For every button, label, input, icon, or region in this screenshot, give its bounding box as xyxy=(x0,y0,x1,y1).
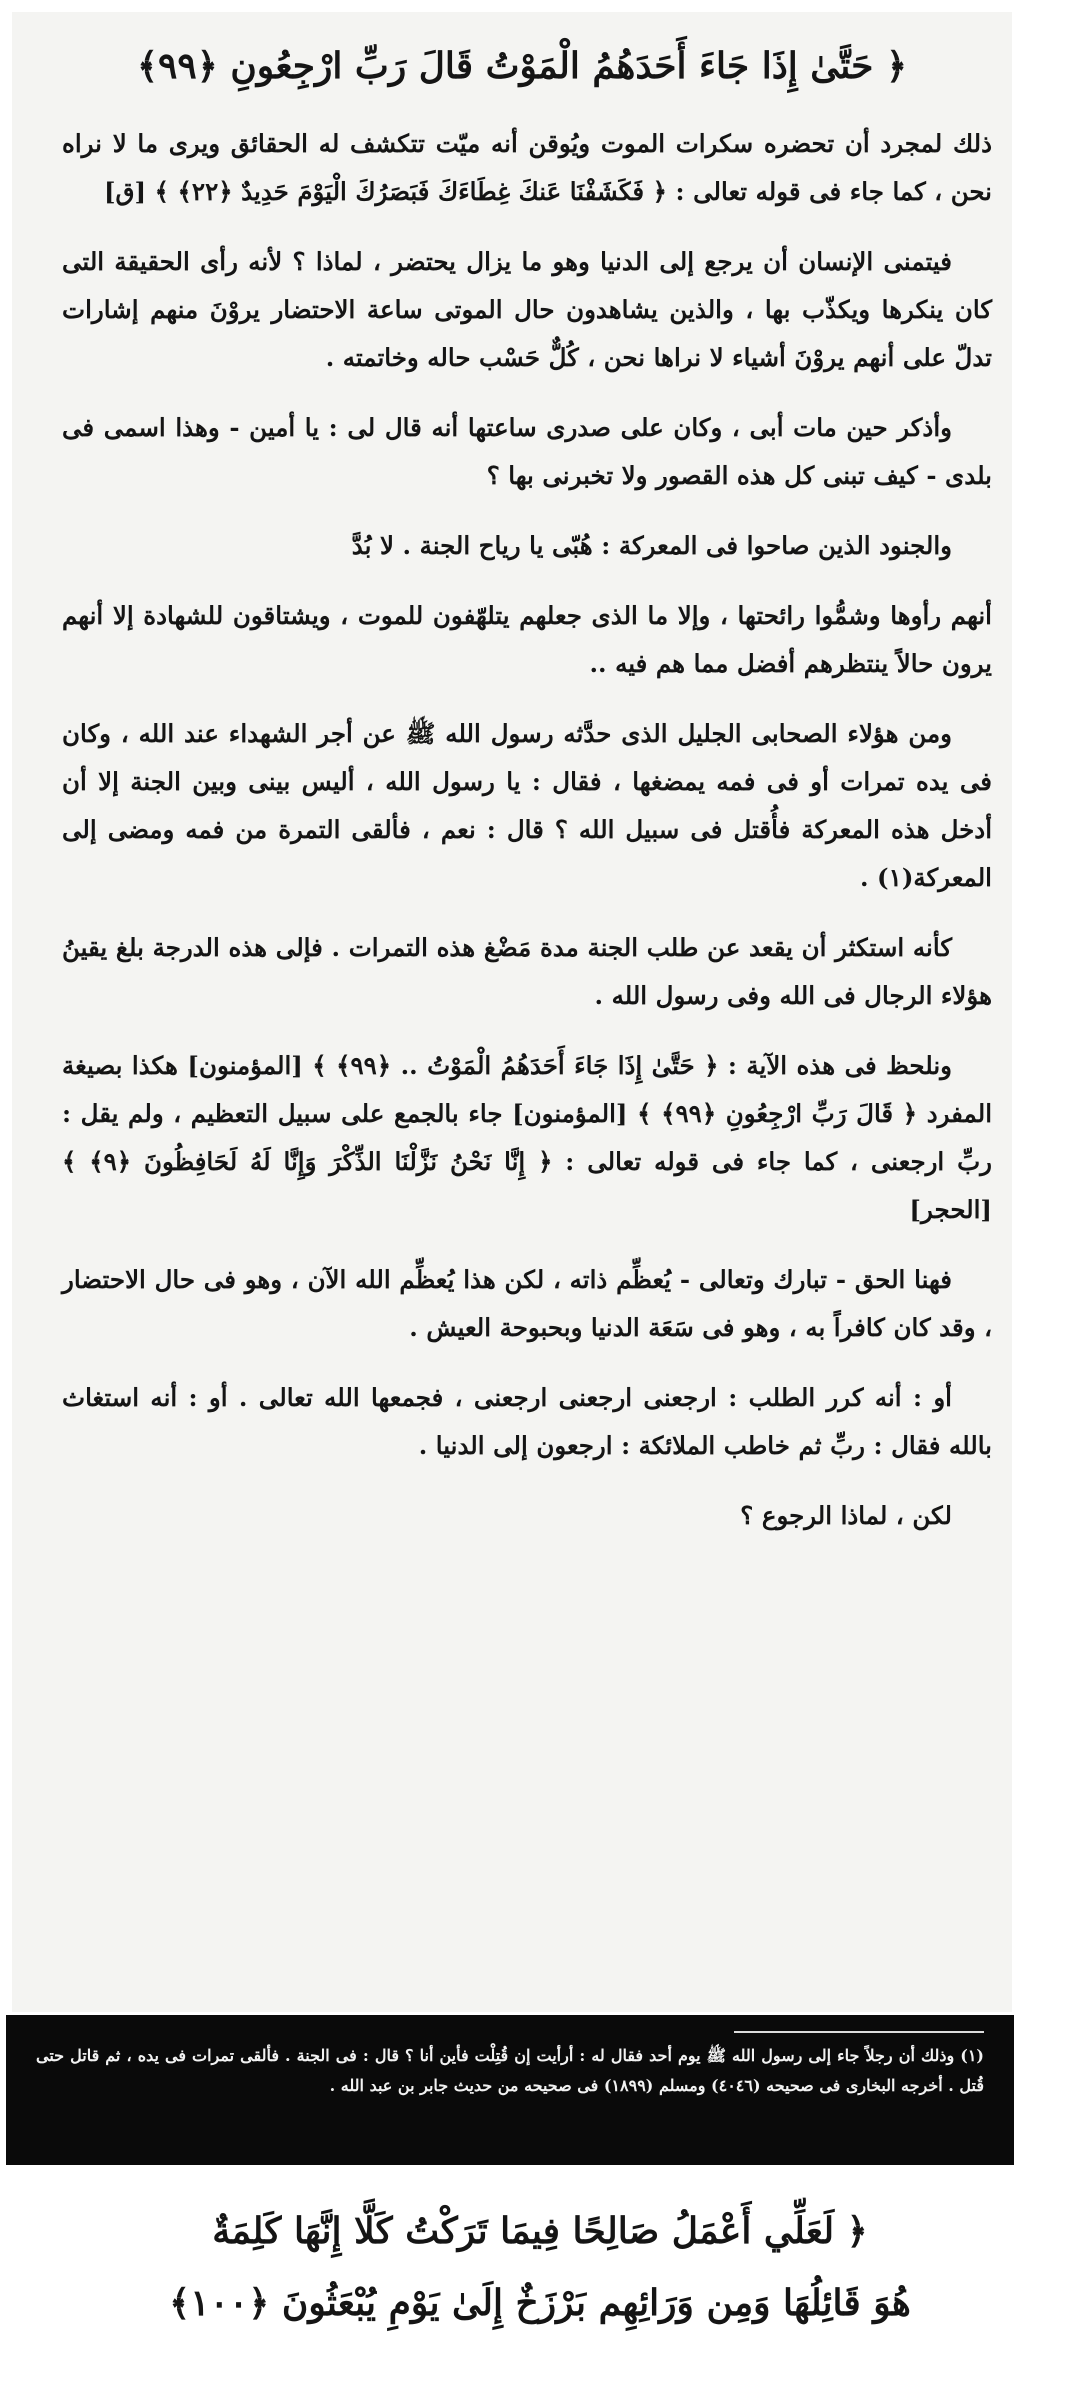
footnote-divider xyxy=(734,2031,984,2033)
scanned-page xyxy=(12,12,1012,2012)
paragraph: ذلك لمجرد أن تحضره سكرات الموت ويُوقن أنه ميّت تتكشف له الحقائق ويرى ما لا نراه نحن ، كما جاء فى قوله تعالى : ﴿ فَكَشَفْنَا عَنكَ غِطَاءَكَ فَبَصَرُكَ الْيَوْمَ حَدِيدٌ ﴿٢٢﴾ ﴾ [ق] xyxy=(62,129,992,206)
paragraph: فهنا الحق - تبارك وتعالى - يُعظِّم ذاته ، لكن هذا يُعظِّم الله الآن ، وهو فى حال الاحتضار ، وقد كان كافراً به ، وهو فى سَعَة الدنيا وبحبوحة العيش . xyxy=(62,1265,992,1342)
body-text xyxy=(62,120,992,1550)
paragraph: ونلحظ فى هذه الآية : ﴿ حَتَّىٰ إِذَا جَاءَ أَحَدَهُمُ الْمَوْتُ .. ﴿٩٩﴾ ﴾ [المؤمنون] هكذا بصيغة المفرد ﴿ قَالَ رَبِّ ارْجِعُونِ ﴿٩٩﴾ ﴾ [المؤمنون] جاء بالجمع على سبيل التعظيم ، ولم يقل : ربِّ ارجعنى ، كما جاء فى قوله تعالى : ﴿ إِنَّا نَحْنُ نَزَّلْنَا الذِّكْرَ وَإِنَّا لَهُ لَحَافِظُونَ ﴿٩﴾ ﴾ [الحجر] xyxy=(62,1051,992,1224)
header-verse: ﴿ حَتَّىٰ إِذَا جَاءَ أَحَدَهُمُ الْمَوْتُ قَالَ رَبِّ ارْجِعُونِ ﴿٩٩﴾ xyxy=(136,45,908,87)
footer-verse-line: ﴿ لَعَلِّي أَعْمَلُ صَالِحًا فِيمَا تَرَكْتُ كَلَّا إِنَّهَا كَلِمَةٌ xyxy=(212,2210,868,2252)
footer-verse xyxy=(130,2195,950,2375)
paragraph: والجنود الذين صاحوا فى المعركة : هُبّى يا رياح الجنة . لا بُدَّ xyxy=(351,531,952,560)
paragraph: وأذكر حين مات أبى ، وكان على صدرى ساعتها أنه قال لى : يا أمين - وهذا اسمى فى بلدى - كيف تبنى كل هذه القصور ولا تخبرنى بها ؟ xyxy=(62,413,992,490)
paragraph: ومن هؤلاء الصحابى الجليل الذى حدَّثه رسول الله ﷺ عن أجر الشهداء عند الله ، وكان فى يده تمرات أو فى فمه يمضغها ، فقال : يا رسول الله ، أليس بينى وبين الجنة إلا أن أدخل هذه المعركة فأُقتل فى سبيل الله ؟ قال : نعم ، فألقى التمرة من فمه ومضى إلى المعركة(١) . xyxy=(62,719,992,892)
paragraph: لكن ، لماذا الرجوع ؟ xyxy=(740,1501,952,1530)
paragraph: أنهم رأوها وشمُّوا رائحتها ، وإلا ما الذى جعلهم يتلهّفون للموت ، ويشتاقون للشهادة إلا أنهم يرون حالاً ينتظرهم أفضل مما هم فيه .. xyxy=(62,601,992,678)
footer-verse-line: هُوَ قَائِلُهَا وَمِن وَرَائِهِم بَرْزَخٌ إِلَىٰ يَوْمِ يُبْعَثُونَ ﴿١٠٠﴾ xyxy=(169,2282,911,2324)
paragraph: فيتمنى الإنسان أن يرجع إلى الدنيا وهو ما يزال يحتضر ، لماذا ؟ لأنه رأى الحقيقة التى كان ينكرها ويكذّب بها ، والذين يشاهدون حال الموتى ساعة الاحتضار يروْنَ منهم إشارات تدلّ على أنهم يروْنَ أشياء لا نراها نحن ، كُلٌّ حَسْب حاله وخاتمته . xyxy=(62,247,992,372)
paragraph: أو : أنه كرر الطلب : ارجعنى ارجعنى ارجعنى ، فجمعها الله تعالى . أو : أنه استغاث بالله فقال : ربِّ ثم خاطب الملائكة : ارجعون إلى الدنيا . xyxy=(62,1383,992,1460)
paragraph: كأنه استكثر أن يقعد عن طلب الجنة مدة مَضْغ هذه التمرات . فإلى هذه الدرجة بلغ يقينُ هؤلاء الرجال فى الله وفى رسول الله . xyxy=(62,933,992,1010)
footnote-box xyxy=(6,2015,1014,2165)
footnote-text: (١) وذلك أن رجلاً جاء إلى رسول الله ﷺ يوم أحد فقال له : أرأيت إن قُتِلْت فأين أنا ؟ قال : فى الجنة . فألقى تمرات فى يده ، ثم قاتل حتى قُتل . أخرجه البخارى فى صحيحه (٤٠٤٦) ومسلم (١٨٩٩) فى صحيحه من حديث جابر بن عبد الله . xyxy=(36,2046,984,2095)
